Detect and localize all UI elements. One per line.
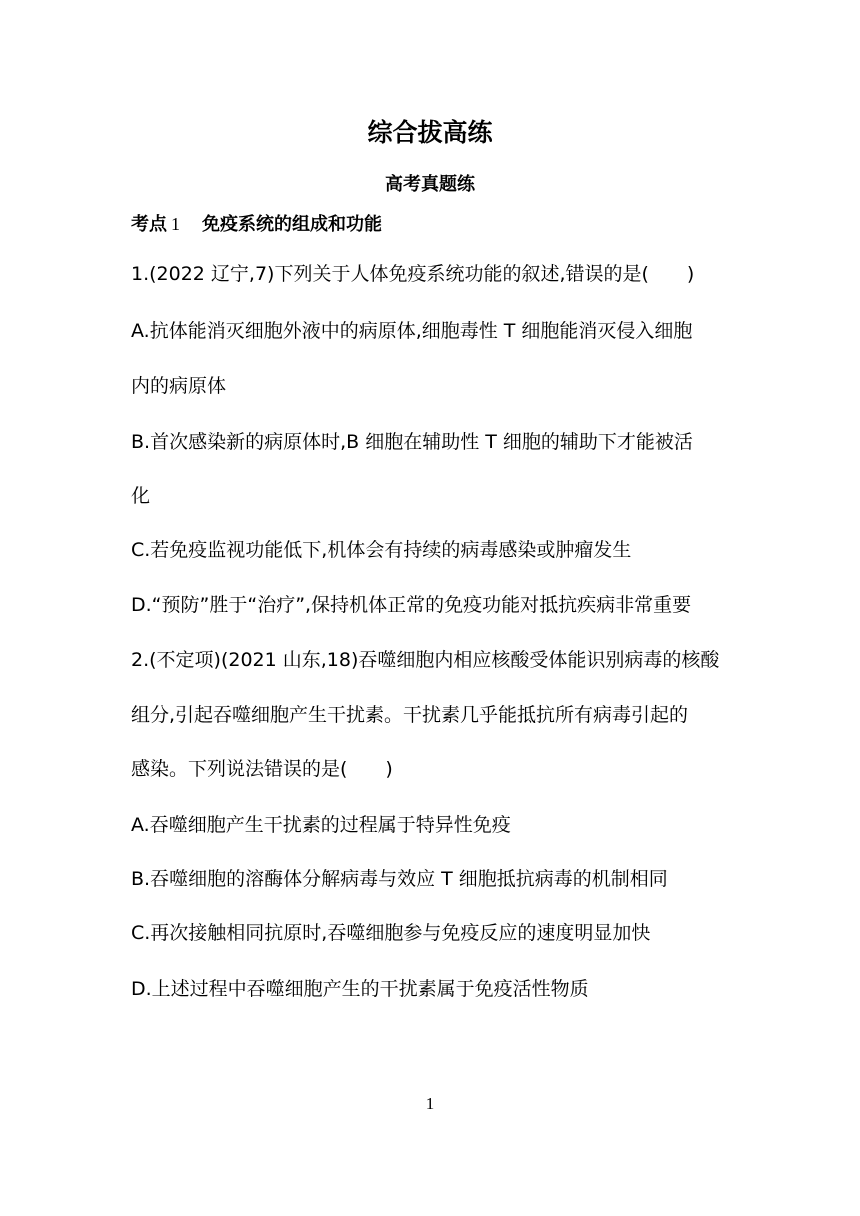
section-label: 考点 <box>131 214 167 235</box>
question-2-option-a: A.吞噬细胞产生干扰素的过程属于特异性免疫 <box>131 814 511 836</box>
question-1-stem: 1.(2022 辽宁,7)下列关于人体免疫系统功能的叙述,错误的是( ) <box>131 263 695 285</box>
question-1-option-c: C.若免疫监视功能低下,机体会有持续的病毒感染或肿瘤发生 <box>131 539 632 561</box>
question-2-stem-line-2: 组分,引起吞噬细胞产生干扰素。干扰素几乎能抵抗所有病毒引起的 <box>131 704 689 726</box>
page-title: 综合拔高练 <box>367 118 493 147</box>
question-1-option-b-line-1: B.首次感染新的病原体时,B 细胞在辅助性 T 细胞的辅助下才能被活 <box>131 431 693 453</box>
section-heading <box>131 210 382 236</box>
question-2-stem-line-1: 2.(不定项)(2021 山东,18)吞噬细胞内相应核酸受体能识别病毒的核酸 <box>131 649 720 671</box>
question-1-option-a-line-1: A.抗体能消灭细胞外液中的病原体,细胞毒性 T 细胞能消灭侵入细胞 <box>131 320 693 342</box>
question-2-option-b: B.吞噬细胞的溶酶体分解病毒与效应 T 细胞抵抗病毒的机制相同 <box>131 868 668 890</box>
question-2-option-c: C.再次接触相同抗原时,吞噬细胞参与免疫反应的速度明显加快 <box>131 922 651 944</box>
question-2-option-d: D.上述过程中吞噬细胞产生的干扰素属于免疫活性物质 <box>131 978 589 1000</box>
question-1-option-b-line-2: 化 <box>131 485 151 507</box>
page-subtitle: 高考真题练 <box>385 174 475 195</box>
section-number: 1 <box>171 214 180 234</box>
page-number: 1 <box>425 1094 435 1113</box>
question-1-option-d: D.“预防”胜于“治疗”,保持机体正常的免疫功能对抵抗疾病非常重要 <box>131 594 692 616</box>
question-2-stem-line-3: 感染。下列说法错误的是( ) <box>131 758 393 780</box>
section-name: 免疫系统的组成和功能 <box>202 214 382 235</box>
question-1-option-a-line-2: 内的病原体 <box>131 375 227 397</box>
